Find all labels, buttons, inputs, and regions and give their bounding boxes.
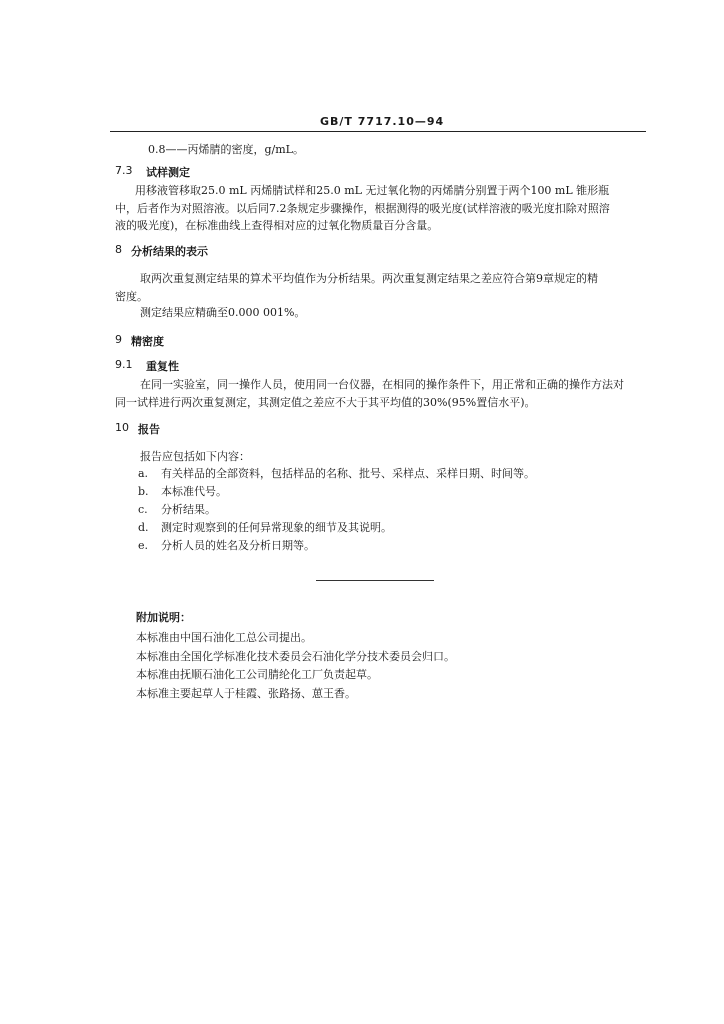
report-item-text: 测定时观察到的任何异常现象的细节及其说明。 bbox=[161, 521, 392, 534]
section-7-3-title: 试样测定 bbox=[146, 166, 190, 179]
section-9-title: 精密度 bbox=[131, 335, 164, 348]
additional-note: 本标准主要起草人于桂霞、张路扬、葸王香。 bbox=[136, 687, 356, 700]
report-item-label: e. bbox=[138, 539, 149, 552]
section-9-1-para-line-2: 同一试样进行两次重复测定，其测定值之差应不大于其平均值的30%(95%置信水平)。 bbox=[115, 396, 536, 409]
additional-notes-title: 附加说明： bbox=[136, 611, 191, 624]
report-item-label: b. bbox=[138, 485, 149, 498]
section-9-1-para-line-1: 在同一实验室，同一操作人员，使用同一台仪器，在相同的操作条件下，用正常和正确的操作方法对 bbox=[140, 378, 624, 391]
section-8-title: 分析结果的表示 bbox=[131, 245, 208, 258]
report-item-text: 本标准代号。 bbox=[161, 485, 227, 498]
report-item-label: d. bbox=[138, 521, 149, 534]
section-10-number: 10 bbox=[115, 421, 129, 434]
report-item-text: 有关样品的全部资料，包括样品的名称、批号、采样点、采样日期、时间等。 bbox=[161, 467, 535, 480]
section-9-number: 9 bbox=[115, 333, 122, 346]
section-9-1-title: 重复性 bbox=[146, 360, 179, 373]
section-8-para-line-3: 测定结果应精确至0.000 001%。 bbox=[140, 306, 306, 319]
report-item-text: 分析人员的姓名及分析日期等。 bbox=[161, 539, 315, 552]
additional-note: 本标准由中国石油化工总公司提出。 bbox=[136, 631, 312, 644]
section-8-para-line-2: 密度。 bbox=[115, 290, 148, 303]
section-10-title: 报告 bbox=[138, 423, 160, 436]
report-item-label: c. bbox=[138, 503, 148, 516]
header-rule bbox=[110, 131, 646, 132]
section-8-para-line-1: 取两次重复测定结果的算术平均值作为分析结果。两次重复测定结果之差应符合第9章规定的精 bbox=[140, 272, 598, 285]
standard-code-header: GB/T 7717.10—94 bbox=[320, 115, 445, 128]
report-item-text: 分析结果。 bbox=[161, 503, 216, 516]
report-item-label: a. bbox=[138, 467, 149, 480]
section-10-intro: 报告应包括如下内容： bbox=[140, 450, 250, 463]
section-9-1-number: 9.1 bbox=[115, 358, 133, 371]
section-7-3-para-line-1: 用移液管移取25.0 mL 丙烯腈试样和25.0 mL 无过氧化物的丙烯腈分别置于两个100 mL 锥形瓶 bbox=[135, 184, 610, 197]
section-7-3-para-line-2: 中，后者作为对照溶液。以后同7.2条规定步骤操作，根据测得的吸光度(试样溶液的吸光度扣除对照溶 bbox=[115, 202, 610, 215]
section-7-3-number: 7.3 bbox=[115, 164, 133, 177]
end-separator-rule bbox=[316, 580, 434, 581]
additional-note: 本标准由全国化学标准化技术委员会石油化学分技术委员会归口。 bbox=[136, 650, 455, 663]
additional-note: 本标准由抚顺石油化工公司腈纶化工厂负责起草。 bbox=[136, 668, 378, 681]
section-8-number: 8 bbox=[115, 243, 122, 256]
density-definition-line: 0.8——丙烯腈的密度，g/mL。 bbox=[148, 143, 304, 156]
section-7-3-para-line-3: 液的吸光度)，在标准曲线上查得相对应的过氧化物质量百分含量。 bbox=[115, 219, 439, 232]
